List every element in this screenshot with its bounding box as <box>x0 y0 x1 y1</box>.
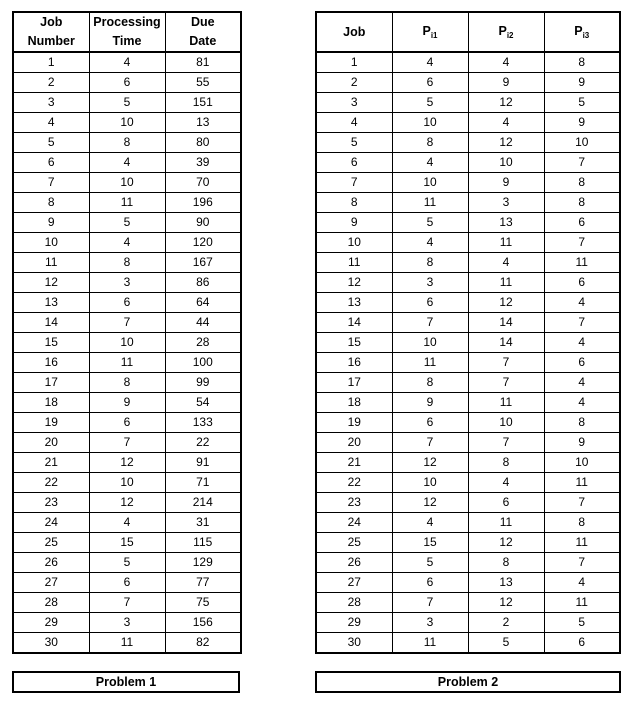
table-cell: 27 <box>316 573 392 593</box>
table-cell: 9 <box>13 213 89 233</box>
table-cell: 80 <box>165 133 241 153</box>
problem2-column-header: $P_{i1}$ <box>392 12 468 52</box>
table-cell: 167 <box>165 253 241 273</box>
table-cell: 4 <box>468 253 544 273</box>
table-cell: 12 <box>89 453 165 473</box>
table-cell: 5 <box>392 93 468 113</box>
table-cell: 8 <box>89 133 165 153</box>
table-cell: 23 <box>316 493 392 513</box>
table-cell: 8 <box>544 513 620 533</box>
table-cell: 6 <box>544 633 620 654</box>
table-cell: 8 <box>468 453 544 473</box>
table-cell: 10 <box>89 333 165 353</box>
table-cell: 6 <box>544 213 620 233</box>
table-cell: 5 <box>316 133 392 153</box>
table-cell: 11 <box>89 353 165 373</box>
table-cell: 25 <box>13 533 89 553</box>
table-cell: 9 <box>89 393 165 413</box>
table-cell: 29 <box>316 613 392 633</box>
table-cell: 10 <box>89 473 165 493</box>
table-cell: 6 <box>392 73 468 93</box>
table-cell: 151 <box>165 93 241 113</box>
table-cell: 6 <box>392 573 468 593</box>
problem2-header <box>316 12 620 52</box>
problem2-body <box>316 52 620 653</box>
table-cell: 13 <box>468 213 544 233</box>
table-row <box>13 553 241 573</box>
table-cell: 16 <box>13 353 89 373</box>
table-cell: 11 <box>544 473 620 493</box>
table-cell: 12 <box>89 493 165 513</box>
table-cell: 70 <box>165 173 241 193</box>
table-cell: 11 <box>544 593 620 613</box>
table-cell: 20 <box>13 433 89 453</box>
table-cell: 4 <box>89 233 165 253</box>
table-cell: 11 <box>392 353 468 373</box>
table-cell: 6 <box>89 413 165 433</box>
table-cell: 55 <box>165 73 241 93</box>
table-cell: 13 <box>165 113 241 133</box>
table-cell: 4 <box>468 52 544 73</box>
problem2-column-header: $P_{i3}$ <box>544 12 620 52</box>
table-cell: 9 <box>468 173 544 193</box>
table-cell: 25 <box>316 533 392 553</box>
table-cell: 11 <box>89 193 165 213</box>
table-cell: 19 <box>316 413 392 433</box>
table-cell: 6 <box>316 153 392 173</box>
table-cell: 3 <box>13 93 89 113</box>
table-cell: 7 <box>468 373 544 393</box>
table-cell: 5 <box>392 553 468 573</box>
table-cell: 44 <box>165 313 241 333</box>
table-cell: 6 <box>392 293 468 313</box>
table-cell: 7 <box>89 593 165 613</box>
table-cell: 4 <box>468 113 544 133</box>
table-row <box>316 233 620 253</box>
table-cell: 14 <box>468 313 544 333</box>
table-cell: 15 <box>392 533 468 553</box>
problem1-column-header: Job Number <box>13 12 89 52</box>
table-cell: 90 <box>165 213 241 233</box>
table-row <box>13 573 241 593</box>
table-cell: 9 <box>544 113 620 133</box>
table-row <box>13 413 241 433</box>
table-row <box>13 473 241 493</box>
table-cell: 21 <box>316 453 392 473</box>
table-row <box>316 73 620 93</box>
table-row <box>316 373 620 393</box>
table-row <box>316 533 620 553</box>
table-cell: 6 <box>544 273 620 293</box>
table-row <box>13 613 241 633</box>
table-row <box>316 613 620 633</box>
table-cell: 5 <box>13 133 89 153</box>
table-cell: 11 <box>544 533 620 553</box>
table-cell: 8 <box>544 193 620 213</box>
table-cell: 4 <box>392 153 468 173</box>
table-cell: 8 <box>392 253 468 273</box>
table-cell: 214 <box>165 493 241 513</box>
table-cell: 27 <box>13 573 89 593</box>
table-cell: 4 <box>13 113 89 133</box>
table-cell: 7 <box>468 353 544 373</box>
table-cell: 12 <box>468 593 544 613</box>
table-cell: 5 <box>544 613 620 633</box>
problem1-body <box>13 52 241 653</box>
problem2-column-header: Job <box>316 12 392 52</box>
table-cell: 5 <box>89 553 165 573</box>
table-cell: 13 <box>316 293 392 313</box>
table-row <box>316 52 620 73</box>
table-cell: 11 <box>392 193 468 213</box>
table-cell: 2 <box>316 73 392 93</box>
table-cell: 29 <box>13 613 89 633</box>
table-row <box>316 573 620 593</box>
table-cell: 11 <box>392 633 468 654</box>
table-cell: 4 <box>89 513 165 533</box>
table-cell: 7 <box>544 153 620 173</box>
table-cell: 10 <box>392 333 468 353</box>
table-cell: 10 <box>13 233 89 253</box>
table-cell: 20 <box>316 433 392 453</box>
table-row <box>316 473 620 493</box>
table-row <box>13 253 241 273</box>
table-cell: 13 <box>468 573 544 593</box>
table-cell: 3 <box>468 193 544 213</box>
table-cell: 1 <box>316 52 392 73</box>
table-cell: 11 <box>316 253 392 273</box>
table-cell: 18 <box>13 393 89 413</box>
table-cell: 8 <box>544 52 620 73</box>
table-cell: 3 <box>392 613 468 633</box>
table-cell: 16 <box>316 353 392 373</box>
table-cell: 8 <box>316 193 392 213</box>
table-cell: 15 <box>89 533 165 553</box>
table-cell: 77 <box>165 573 241 593</box>
table-cell: 4 <box>544 333 620 353</box>
table-cell: 133 <box>165 413 241 433</box>
table-cell: 6 <box>468 493 544 513</box>
table-cell: 10 <box>89 113 165 133</box>
table-cell: 22 <box>316 473 392 493</box>
table-cell: 54 <box>165 393 241 413</box>
table-row <box>316 253 620 273</box>
problem1-header <box>13 12 241 52</box>
table-cell: 4 <box>544 393 620 413</box>
table-row <box>13 633 241 654</box>
table-row <box>316 493 620 513</box>
table-cell: 5 <box>392 213 468 233</box>
table-row <box>316 353 620 373</box>
table-cell: 11 <box>13 253 89 273</box>
table-cell: 71 <box>165 473 241 493</box>
table-cell: 14 <box>468 333 544 353</box>
table-cell: 11 <box>468 273 544 293</box>
table-cell: 6 <box>89 293 165 313</box>
table-cell: 12 <box>468 93 544 113</box>
table-cell: 3 <box>89 613 165 633</box>
table-cell: 7 <box>89 313 165 333</box>
table-cell: 22 <box>13 473 89 493</box>
table-cell: 7 <box>316 173 392 193</box>
table-row <box>316 593 620 613</box>
table-row <box>13 593 241 613</box>
table-cell: 15 <box>13 333 89 353</box>
table-row <box>316 453 620 473</box>
problem1-column-header: Processing Time <box>89 12 165 52</box>
problem1-table <box>12 11 242 654</box>
table-row <box>13 513 241 533</box>
table-cell: 75 <box>165 593 241 613</box>
table-cell: 24 <box>316 513 392 533</box>
table-cell: 2 <box>468 613 544 633</box>
table-row <box>13 233 241 253</box>
table-cell: 196 <box>165 193 241 213</box>
table-cell: 10 <box>468 413 544 433</box>
table-cell: 5 <box>89 93 165 113</box>
problem1-label: Problem 1 <box>12 671 240 693</box>
table-row <box>13 533 241 553</box>
table-cell: 22 <box>165 433 241 453</box>
table-cell: 7 <box>392 433 468 453</box>
table-cell: 28 <box>165 333 241 353</box>
table-cell: 8 <box>89 373 165 393</box>
table-cell: 8 <box>392 373 468 393</box>
table-cell: 12 <box>13 273 89 293</box>
table-row <box>316 413 620 433</box>
table-row <box>316 173 620 193</box>
table-cell: 7 <box>392 593 468 613</box>
table-row <box>13 313 241 333</box>
table-cell: 2 <box>13 73 89 93</box>
table-cell: 31 <box>165 513 241 533</box>
table-cell: 10 <box>544 133 620 153</box>
table-cell: 17 <box>316 373 392 393</box>
table-cell: 10 <box>544 453 620 473</box>
table-cell: 8 <box>392 133 468 153</box>
table-cell: 17 <box>13 373 89 393</box>
table-cell: 26 <box>13 553 89 573</box>
table-row <box>13 113 241 133</box>
table-row <box>316 553 620 573</box>
table-cell: 120 <box>165 233 241 253</box>
table-cell: 10 <box>392 473 468 493</box>
table-cell: 12 <box>392 453 468 473</box>
table-cell: 26 <box>316 553 392 573</box>
table-cell: 28 <box>13 593 89 613</box>
table-cell: 64 <box>165 293 241 313</box>
table-row <box>13 173 241 193</box>
problem2-label: Problem 2 <box>315 671 621 693</box>
table-cell: 156 <box>165 613 241 633</box>
table-cell: 3 <box>89 273 165 293</box>
table-row <box>13 273 241 293</box>
table-cell: 99 <box>165 373 241 393</box>
table-row <box>316 513 620 533</box>
table-cell: 8 <box>544 173 620 193</box>
table-cell: 9 <box>392 393 468 413</box>
table-cell: 14 <box>13 313 89 333</box>
table-cell: 8 <box>89 253 165 273</box>
table-row <box>13 153 241 173</box>
table-cell: 30 <box>316 633 392 654</box>
table-cell: 7 <box>89 433 165 453</box>
table-row <box>13 52 241 73</box>
table-cell: 82 <box>165 633 241 654</box>
table-row <box>316 193 620 213</box>
table-row <box>13 373 241 393</box>
table-row <box>13 93 241 113</box>
problem2-table <box>315 11 621 654</box>
table-cell: 12 <box>468 293 544 313</box>
table-cell: 4 <box>468 473 544 493</box>
table-cell: 12 <box>392 493 468 513</box>
table-cell: 5 <box>544 93 620 113</box>
table-row <box>13 393 241 413</box>
table-cell: 91 <box>165 453 241 473</box>
table-cell: 11 <box>544 253 620 273</box>
table-cell: 11 <box>468 393 544 413</box>
table-cell: 9 <box>468 73 544 93</box>
table-cell: 6 <box>89 573 165 593</box>
table-cell: 7 <box>544 233 620 253</box>
table-cell: 11 <box>468 513 544 533</box>
table-row <box>316 133 620 153</box>
table-cell: 30 <box>13 633 89 654</box>
table-row <box>316 633 620 654</box>
table-cell: 5 <box>468 633 544 654</box>
table-row <box>316 433 620 453</box>
table-row <box>13 133 241 153</box>
table-row <box>13 293 241 313</box>
table-cell: 6 <box>392 413 468 433</box>
table-cell: 129 <box>165 553 241 573</box>
table-row <box>13 433 241 453</box>
problem1-column-header: Due Date <box>165 12 241 52</box>
table-row <box>13 493 241 513</box>
table-cell: 3 <box>316 93 392 113</box>
table-cell: 7 <box>392 313 468 333</box>
table-cell: 8 <box>468 553 544 573</box>
table-cell: 9 <box>316 213 392 233</box>
table-cell: 6 <box>13 153 89 173</box>
table-cell: 9 <box>544 73 620 93</box>
table-row <box>13 453 241 473</box>
table-cell: 28 <box>316 593 392 613</box>
table-cell: 7 <box>544 493 620 513</box>
table-row <box>316 93 620 113</box>
table-cell: 24 <box>13 513 89 533</box>
table-cell: 10 <box>89 173 165 193</box>
table-cell: 6 <box>544 353 620 373</box>
table-cell: 10 <box>392 173 468 193</box>
table-row <box>316 333 620 353</box>
table-cell: 12 <box>316 273 392 293</box>
table-cell: 19 <box>13 413 89 433</box>
table-cell: 86 <box>165 273 241 293</box>
table-row <box>316 153 620 173</box>
table-cell: 18 <box>316 393 392 413</box>
table-row <box>316 293 620 313</box>
table-row <box>13 73 241 93</box>
table-cell: 14 <box>316 313 392 333</box>
table-row <box>13 193 241 213</box>
table-row <box>13 333 241 353</box>
table-cell: 7 <box>544 553 620 573</box>
table-cell: 10 <box>392 113 468 133</box>
table-cell: 4 <box>316 113 392 133</box>
table-cell: 4 <box>544 573 620 593</box>
table-cell: 7 <box>13 173 89 193</box>
table-row <box>316 313 620 333</box>
table-cell: 21 <box>13 453 89 473</box>
table-cell: 81 <box>165 52 241 73</box>
table-cell: 4 <box>89 153 165 173</box>
table-cell: 100 <box>165 353 241 373</box>
table-row <box>316 213 620 233</box>
table-cell: 10 <box>468 153 544 173</box>
table-cell: 8 <box>544 413 620 433</box>
table-row <box>13 213 241 233</box>
table-row <box>316 113 620 133</box>
table-row <box>316 273 620 293</box>
table-cell: 15 <box>316 333 392 353</box>
table-cell: 5 <box>89 213 165 233</box>
problem2-column-header: $P_{i2}$ <box>468 12 544 52</box>
table-cell: 4 <box>392 513 468 533</box>
table-cell: 6 <box>89 73 165 93</box>
table-cell: 13 <box>13 293 89 313</box>
table-cell: 4 <box>544 293 620 313</box>
table-cell: 7 <box>468 433 544 453</box>
table-cell: 4 <box>89 52 165 73</box>
table-cell: 4 <box>392 52 468 73</box>
table-row <box>13 353 241 373</box>
table-cell: 12 <box>468 133 544 153</box>
table-cell: 11 <box>89 633 165 654</box>
table-cell: 7 <box>544 313 620 333</box>
table-cell: 11 <box>468 233 544 253</box>
table-cell: 8 <box>13 193 89 213</box>
table-cell: 4 <box>392 233 468 253</box>
table-cell: 3 <box>392 273 468 293</box>
table-cell: 39 <box>165 153 241 173</box>
table-cell: 4 <box>544 373 620 393</box>
table-row <box>316 393 620 413</box>
table-cell: 1 <box>13 52 89 73</box>
table-cell: 115 <box>165 533 241 553</box>
table-cell: 12 <box>468 533 544 553</box>
table-cell: 23 <box>13 493 89 513</box>
table-cell: 9 <box>544 433 620 453</box>
table-cell: 10 <box>316 233 392 253</box>
